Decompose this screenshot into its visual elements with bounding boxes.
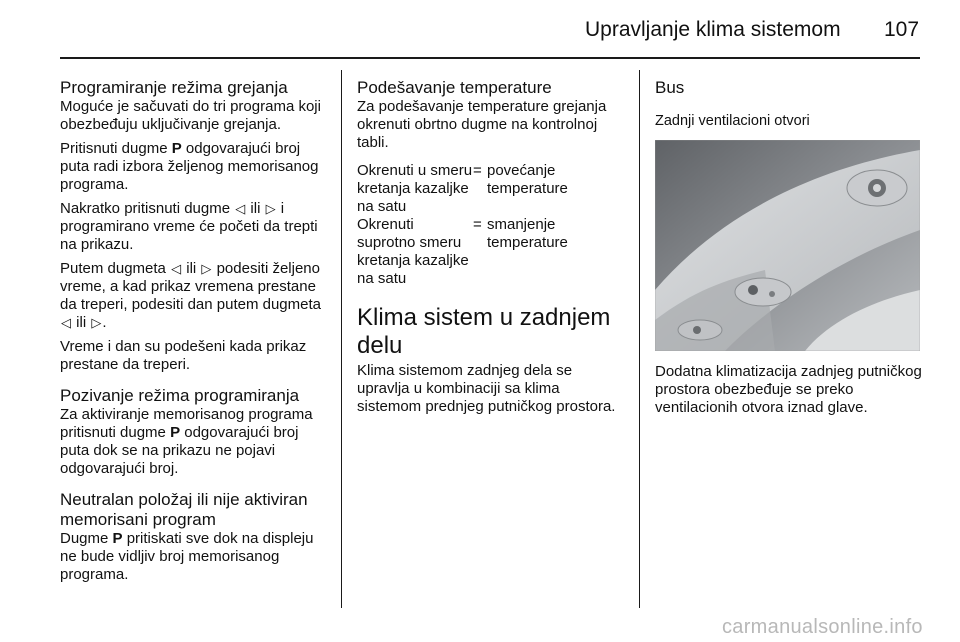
rear-vents-photo (655, 140, 920, 351)
paragraph: Putem dugmeta ◁ ili ▷ podesiti željeno vreme, a kad prikaz vremena prestane da treperi, podesiti dan putem dugmeta ◁ ili ▷. (60, 260, 321, 331)
column-divider-2 (639, 70, 640, 608)
key-p: P (170, 424, 181, 441)
section-title-rear-climate: Klima sistem u zadnjem delu (357, 304, 611, 359)
header-title: Upravljanje klima sistemom (585, 18, 841, 41)
temperature-table (357, 162, 627, 288)
arrow-right-icon: ▷ (265, 201, 276, 216)
paragraph: Moguće je sačuvati do tri programa koji obezbeđuju uključivanje grejanja. (60, 98, 321, 133)
key-p: P (171, 140, 182, 157)
arrow-left-icon: ◁ (235, 201, 246, 216)
paragraph: Dugme P pritiskati sve dok na displeju ne bude vidljiv broj memorisanog programa. (60, 530, 314, 583)
paragraph: Za aktiviranje memorisanog programa pritisnuti dugme P odgovarajući broj puta dok se na prikazu ne pojavi odgovarajući broj. (60, 406, 313, 477)
watermark: carmanualsonline.info (722, 616, 923, 638)
page-number: 107 (884, 18, 920, 41)
header-rule (60, 57, 920, 59)
paragraph: Pritisnuti dugme P odgovarajući broj puta radi izbora željenog memorisanog programa. (60, 140, 319, 193)
table-cell-result: smanjenje temperature (487, 216, 568, 251)
paragraph: Vreme i dan su podešeni kada prikaz prestane da treperi. (60, 338, 307, 373)
arrow-right-icon: ▷ (91, 315, 102, 330)
section-title-programming: Programiranje režima grejanja (60, 78, 288, 97)
arrow-left-icon: ◁ (171, 261, 182, 276)
table-cell-action: Okrenuti u smeru kretanja kazaljke na satu (357, 162, 473, 215)
section-title-bus: Bus (655, 78, 685, 97)
table-cell-result: povećanje temperature (487, 162, 568, 197)
paragraph: Nakratko pritisnuti dugme ◁ ili ▷ i programirano vreme će početi da trepti na prikazu. (60, 200, 318, 253)
table-cell-action: Okrenuti suprotno smeru kretanja kazaljke na satu (357, 216, 469, 287)
paragraph: Za podešavanje temperature grejanja okrenuti obrtno dugme na kontrolnoj tabli. (357, 98, 607, 151)
column-divider-1 (341, 70, 342, 608)
table-cell-eq: = (473, 162, 482, 179)
paragraph: Dodatna klimatizacija zadnjeg putničkog prostora obezbeđuje se preko ventilacionih otvora iznad glave. (655, 363, 922, 416)
arrow-right-icon: ▷ (201, 261, 212, 276)
key-p: P (112, 530, 123, 547)
section-title-neutral: Neutralan položaj ili nije aktiviran memorisani program (60, 490, 308, 529)
section-title-temperature: Podešavanje temperature (357, 78, 552, 97)
paragraph: Klima sistemom zadnjeg dela se upravlja u kombinaciji sa klima sistemom prednjeg putničkog prostora. (357, 362, 616, 415)
section-title-recall: Pozivanje režima programiranja (60, 386, 300, 405)
column-3 (655, 78, 923, 423)
column-2 (357, 78, 627, 422)
table-cell-eq: = (473, 216, 482, 233)
subsection-title-rear-vents: Zadnji ventilacioni otvori (655, 113, 810, 129)
column-1 (60, 78, 326, 590)
arrow-left-icon: ◁ (61, 315, 71, 330)
